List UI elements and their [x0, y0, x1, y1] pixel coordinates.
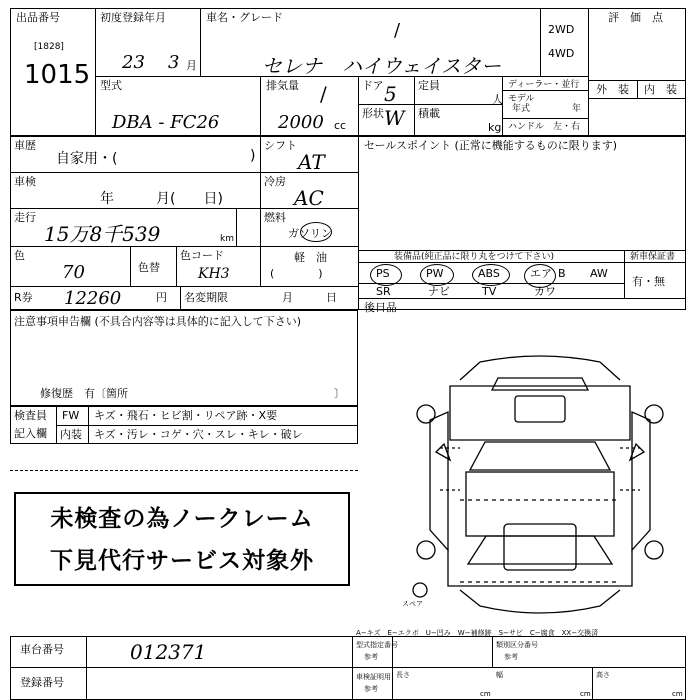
shape-value: W: [384, 106, 405, 130]
rating-label: 評 価 点: [608, 11, 663, 24]
width-unit: cm: [580, 690, 591, 698]
shaken-fields: 年 月( 日): [100, 191, 223, 207]
meigi-label: 名変期限: [184, 291, 228, 304]
first-reg-year: 23: [122, 52, 145, 73]
color-value: 70: [62, 262, 85, 283]
recycle-label: R券: [14, 291, 33, 304]
mileage-label: 走行: [14, 211, 36, 224]
model-year-sub: 年式: [512, 104, 531, 114]
first-reg-label: 初度登録年月: [100, 11, 166, 24]
inspector-label-1: 検査員: [14, 409, 47, 422]
fuel-gasoline: ガソリン: [288, 227, 332, 240]
stamp-line-2: 下見代行サービス対象外: [50, 548, 314, 574]
month-unit: 月: [186, 59, 197, 72]
model-label: 型式: [100, 79, 122, 92]
handle-label: ハンドル 左・右: [508, 122, 581, 132]
equip-b: B: [558, 267, 566, 280]
color-code-value: KH3: [198, 266, 230, 282]
sales-point-label: セールスポイント (正常に機能するものに限ります): [364, 139, 618, 152]
person-unit: 人: [492, 93, 503, 106]
later-label: 後日品: [364, 301, 397, 314]
class-ref: 参考: [504, 653, 518, 661]
equip-air: エア: [530, 267, 552, 280]
shaken-label: 車検: [14, 175, 36, 188]
int-label: 内装: [60, 428, 82, 441]
equip-abs: ABS: [478, 267, 500, 280]
drive-4wd: 4WD: [548, 47, 575, 60]
meigi-fields: 月 日: [282, 291, 337, 304]
shift-label: シフト: [264, 139, 297, 152]
lot-number: 1015: [24, 60, 91, 90]
notes-label: 注意事項申告欄 (不具合内容等は具体的に記入して下さい): [14, 315, 302, 328]
equip-navi: ナビ: [428, 285, 450, 298]
kg-unit: kg: [488, 121, 502, 134]
model-year-label: モデル: [508, 94, 535, 104]
color-label: 色: [14, 249, 25, 262]
chassis-value: 012371: [130, 640, 207, 664]
lot-bracket: [1828]: [34, 42, 64, 52]
damage-legend: A−キズ E−エクボ U−凹み W−補修跡 S−サビ C−腐食 XX−交換済: [356, 629, 599, 637]
year-unit: 年: [572, 104, 582, 114]
door-label: ドア: [362, 79, 384, 92]
mileage-value: 15万8千539: [44, 222, 161, 246]
width-label: 幅: [496, 671, 503, 679]
km-unit: km: [220, 234, 234, 244]
warranty-value: 有・無: [632, 275, 665, 288]
fuel-gasoline-circle: [300, 222, 332, 242]
equip-pw: PW: [426, 267, 444, 280]
model-cert-ref: 参考: [364, 653, 378, 661]
cc-unit: cc: [334, 119, 347, 132]
chassis-label: 車台番号: [20, 643, 64, 656]
equip-sr: SR: [376, 285, 391, 298]
shift-value: AT: [298, 150, 325, 174]
spare-label: スペア: [402, 600, 423, 608]
length-unit: cm: [480, 690, 491, 698]
equip-aw: AW: [590, 267, 608, 280]
int-text: キズ・汚レ・コゲ・穴・スレ・キレ・破レ: [94, 428, 303, 441]
first-reg-month: 3: [168, 52, 180, 73]
stamp-line-1: 未検査の為ノークレーム: [50, 506, 314, 532]
equip-tv: TV: [482, 285, 497, 298]
color-code-label: 色コード: [180, 249, 224, 262]
height-unit: cm: [672, 690, 683, 698]
interior-label: 内 装: [644, 83, 677, 96]
warranty-label: 新車保証書: [630, 252, 676, 262]
fw-text: キズ・飛石・ヒビ割・リペア跡・X要: [94, 409, 278, 422]
history-value: 自家用・(: [56, 151, 118, 167]
displacement-value: 2000: [278, 112, 324, 133]
vehicle-cert-ref: 参考: [364, 685, 378, 693]
yen-unit: 円: [156, 291, 167, 304]
model-cert-label: 型式指定番号: [356, 641, 398, 649]
name-label: 車名・グレード: [206, 11, 283, 24]
auction-sheet: 出品番号 [1828] 1015 初度登録年月 23 3 月 車名・グレード セレナ ハイウェイスター / 2WD 4WD 評 価 点 外 装 内 装 型式 DBA - FC26 排気量 2000 cc / ドア 5 形状 W 定員 人 積載 kg ディーラー・並行 モデル 年式 年 ハンドル 左・右 車歴 自家用・( ) シフト AT 車検 年 月( 日) 冷房 AC 走行 15万8千539 km 燃料 ガソリン 軽 油 ( ) 色 70 色替 色コード KH3 R券 12260 円 名変期限 月 日 セールスポイント (正常に機能するものに限ります) 装備品(純正品に限り丸をつけて下さい) 新車保証書 有・無 PS PW ABS エア B AW SR ナビ TV カワ 後日品 注意事項申告欄 (不具合内容等は具体的に記入して下さい) 修復歴 有〔箇所 〕 検査員 記入欄 FW キズ・飛石・ヒビ割・リペア跡・X要 内装 キズ・汚レ・コゲ・穴・スレ・キレ・破レ 未検査の為ノークレーム 下見代行サービス対象外 スペア A−キズ E−エクボ U−凹み W−補修跡 S−サビ C−腐食 XX−交換済 車台番号 012371 登録番号 型式指定番号 参考 類別区分番号 参考 車検証明用 参考 長さ cm 幅 cm 高さ cm: [0, 0, 700, 700]
repair-label: 修復歴 有〔箇所: [40, 387, 128, 400]
dealer-label: ディーラー・並行: [508, 80, 580, 90]
equip-kawa: カワ: [534, 285, 556, 298]
fw-label: FW: [62, 409, 80, 422]
fuel-diesel: 軽 油: [294, 251, 327, 264]
vehicle-cert-label: 車検証明用: [356, 673, 391, 681]
aircon-value: AC: [294, 186, 324, 210]
equip-ps: PS: [376, 267, 390, 280]
drive-2wd: 2WD: [548, 23, 575, 36]
model-value: DBA - FC26: [112, 112, 220, 133]
fuel-label: 燃料: [264, 211, 286, 224]
inspector-label-2: 記入欄: [14, 427, 47, 440]
color-change-label: 色替: [138, 261, 160, 274]
exterior-label: 外 装: [596, 83, 629, 96]
displacement-label: 排気量: [266, 79, 299, 92]
length-label: 長さ: [396, 671, 410, 679]
door-value: 5: [384, 82, 397, 106]
shape-label: 形状: [362, 107, 384, 120]
load-label: 積載: [418, 107, 440, 120]
recycle-value: 12260: [64, 288, 122, 309]
height-label: 高さ: [596, 671, 610, 679]
class-label: 類別区分番号: [496, 641, 538, 649]
aircon-label: 冷房: [264, 175, 286, 188]
repair-close: 〕: [334, 387, 345, 400]
fuel-bracket: ( ): [270, 267, 323, 280]
reg-label: 登録番号: [20, 676, 64, 689]
capacity-label: 定員: [418, 79, 440, 92]
history-close: ): [250, 148, 256, 164]
history-label: 車歴: [14, 139, 36, 152]
lot-label: 出品番号: [16, 11, 60, 24]
car-diagram: [400, 350, 680, 622]
equipment-label: 装備品(純正品に限り丸をつけて下さい): [394, 252, 555, 262]
car-name-value: セレナ ハイウェイスター: [262, 54, 501, 78]
